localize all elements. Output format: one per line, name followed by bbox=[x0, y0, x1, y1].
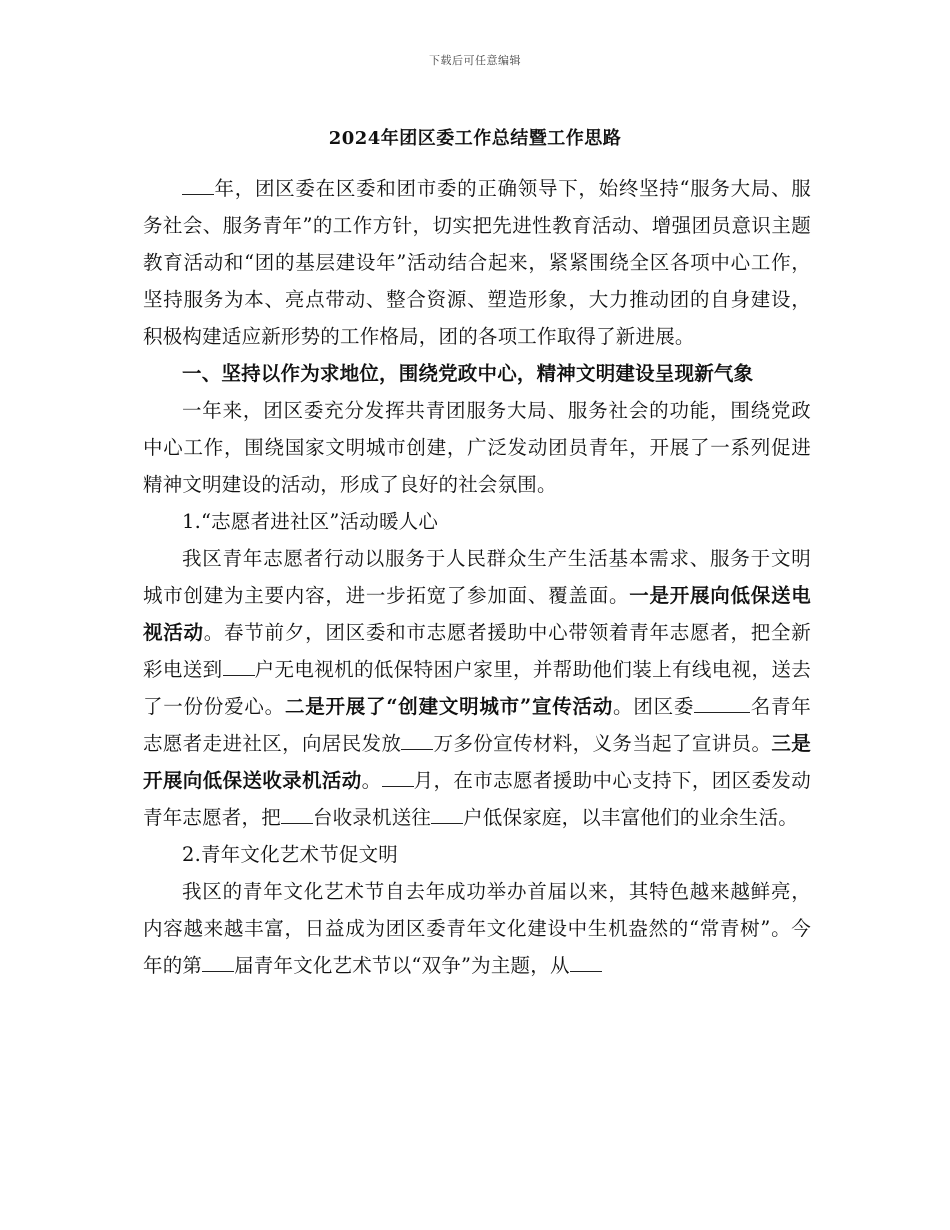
page-header-note: 下载后可任意编辑 bbox=[429, 54, 521, 67]
fill-in-blank bbox=[570, 952, 602, 972]
document-body bbox=[143, 170, 811, 984]
fill-in-blank bbox=[281, 804, 313, 824]
fill-in-blank bbox=[431, 804, 463, 824]
art-festival-paragraph bbox=[143, 873, 811, 984]
text-run: 户无电视机的低保特困户家里，并帮助他们装上有线电视，送去了一份份爱心。 bbox=[143, 658, 811, 718]
text-run: 名青年志愿者走进社区，向居民发放 bbox=[143, 695, 811, 755]
text-run: 年，团区委在区委和团市委的正确领导下，始终坚持“服务大局、服务社会、服务青年”的工作方针，切实把先进性教育活动、增强团员意识主题教育活动和“团的基层建设年”活动结合起来，紧紧围绕全区各项中心工作，坚持服务为本、亮点带动、整合资源、塑造形象，大力推动团的自身建设，积极构建适应新形势的工作格局，团的各项工作取得了新进展。 bbox=[143, 177, 811, 348]
text-run: 月，在市志愿者援助中心支持下，团区委发动青年志愿者，把 bbox=[143, 769, 811, 829]
bold-run: 三是开展向低保送收录机活动 bbox=[143, 732, 811, 792]
bold-run: 二是开展了“创建文明城市”宣传活动 bbox=[284, 695, 614, 718]
document-title: 2024年团区委工作总结暨工作思路 bbox=[328, 128, 622, 149]
fill-in-blank bbox=[694, 693, 750, 713]
volunteer-paragraph bbox=[143, 540, 811, 836]
intro-paragraph bbox=[143, 170, 811, 355]
text-run: 万多份宣传材料，义务当起了宣讲员。 bbox=[433, 732, 772, 755]
fill-in-blank bbox=[401, 730, 433, 750]
text-run: 我区的青年文化艺术节自去年成功举办首届以来，其特色越来越鲜亮，内容越来越丰富，日益成为团区委青年文化建设中生机盎然的“常青树”。今年的第 bbox=[143, 880, 811, 977]
fill-in-blank bbox=[223, 656, 255, 676]
text-run: 。团区委 bbox=[613, 695, 695, 718]
section-1-paragraph: 一年来，团区委充分发挥共青团服务大局、服务社会的功能，围绕党政中心工作，围绕国家文明城市创建，广泛发动团员青年，开展了一系列促进精神文明建设的活动，形成了良好的社会氛围。 bbox=[143, 399, 811, 496]
text-run: 。 bbox=[361, 769, 382, 792]
fill-in-blank bbox=[202, 952, 234, 972]
subsection-heading-1: 1.“志愿者进社区”活动暖人心 bbox=[182, 510, 439, 533]
text-run: 。春节前夕，团区委和市志愿者援助中心带领着青年志愿者，把全新彩电送到 bbox=[143, 621, 811, 681]
text-run: 届青年文化艺术节以“双争”为主题，从 bbox=[234, 954, 570, 977]
text-run: 我区青年志愿者行动以服务于人民群众生产生活基本需求、服务于文明城市创建为主要内容，进一步拓宽了参加面、覆盖面。 bbox=[143, 547, 811, 607]
text-run: 户低保家庭，以丰富他们的业余生活。 bbox=[463, 806, 799, 829]
fill-in-blank bbox=[182, 175, 214, 195]
text-run: 台收录机送往 bbox=[312, 806, 432, 829]
subsection-heading-2: 2.青年文化艺术节促文明 bbox=[182, 843, 399, 866]
bold-run: 一是开展向低保送电视活动 bbox=[143, 584, 811, 644]
section-heading-1: 一、坚持以作为求地位，围绕党政中心，精神文明建设呈现新气象 bbox=[182, 362, 754, 385]
fill-in-blank bbox=[382, 767, 414, 787]
